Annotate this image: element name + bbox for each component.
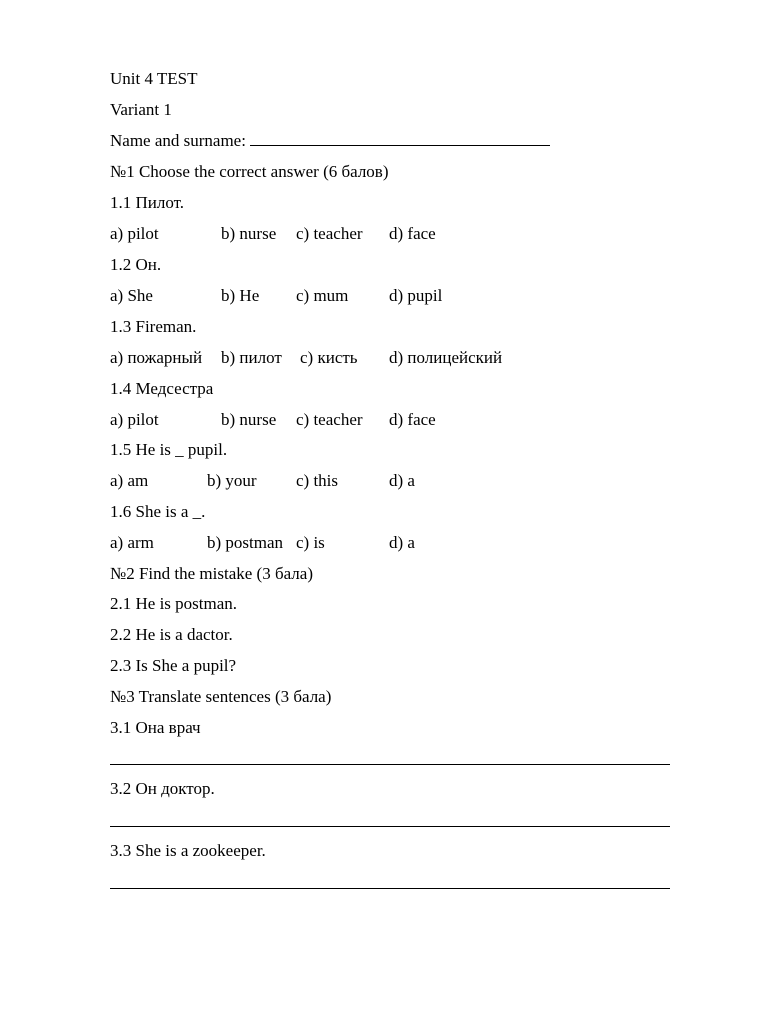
option-a: a) pilot: [110, 410, 159, 429]
answer-line-3-1: [110, 764, 670, 765]
option-a: a) arm: [110, 533, 154, 552]
option-b: b) your: [207, 471, 257, 490]
section-2-heading: №2 Find the mistake (3 бала): [110, 564, 313, 583]
section-1-heading: №1 Choose the correct answer (6 балов): [110, 162, 389, 181]
question-2-3: 2.3 Is She a pupil?: [110, 656, 237, 675]
answer-line-3-3: [110, 888, 670, 889]
question-3-3: 3.3 She is a zookeeper.: [110, 841, 266, 860]
question-2-1: 2.1 He is postman.: [110, 594, 238, 613]
option-c: c) mum: [296, 286, 349, 305]
option-b: b) nurse: [221, 224, 277, 243]
question-1-5: 1.5 He is _ pupil.: [110, 440, 228, 459]
option-d: d) face: [389, 410, 436, 429]
option-c: c) кисть: [300, 348, 358, 367]
answer-line-3-2: [110, 826, 670, 827]
name-field-row: [110, 131, 550, 151]
option-a: a) She: [110, 286, 153, 305]
option-a: a) пожарный: [110, 348, 203, 367]
test-title: Unit 4 TEST: [110, 69, 198, 88]
section-3-heading: №3 Translate sentences (3 бала): [110, 687, 332, 706]
question-3-1: 3.1 Она врач: [110, 718, 201, 737]
option-d: d) face: [389, 224, 436, 243]
option-a: a) pilot: [110, 224, 159, 243]
option-d: d) a: [389, 533, 415, 552]
variant-label: Variant 1: [110, 100, 172, 119]
question-3-2: 3.2 Он доктор.: [110, 779, 215, 798]
option-d: d) pupil: [389, 286, 443, 305]
question-1-1: 1.1 Пилот.: [110, 193, 185, 212]
option-c: c) teacher: [296, 410, 363, 429]
question-1-6: 1.6 She is a _.: [110, 502, 206, 521]
option-c: c) teacher: [296, 224, 363, 243]
name-field-label: Name and surname:: [110, 131, 246, 150]
option-a: a) am: [110, 471, 149, 490]
option-b: b) nurse: [221, 410, 277, 429]
option-d: d) полицейский: [389, 348, 503, 367]
option-b: b) He: [221, 286, 260, 305]
option-d: d) a: [389, 471, 415, 490]
option-b: b) пилот: [221, 348, 282, 367]
question-1-2: 1.2 Он.: [110, 255, 162, 274]
option-b: b) postman: [207, 533, 284, 552]
question-1-3: 1.3 Fireman.: [110, 317, 197, 336]
name-answer-line: [250, 131, 550, 146]
question-1-4: 1.4 Медсестра: [110, 379, 214, 398]
option-c: c) this: [296, 471, 339, 490]
option-c: c) is: [296, 533, 325, 552]
question-2-2: 2.2 He is a dactor.: [110, 625, 233, 644]
